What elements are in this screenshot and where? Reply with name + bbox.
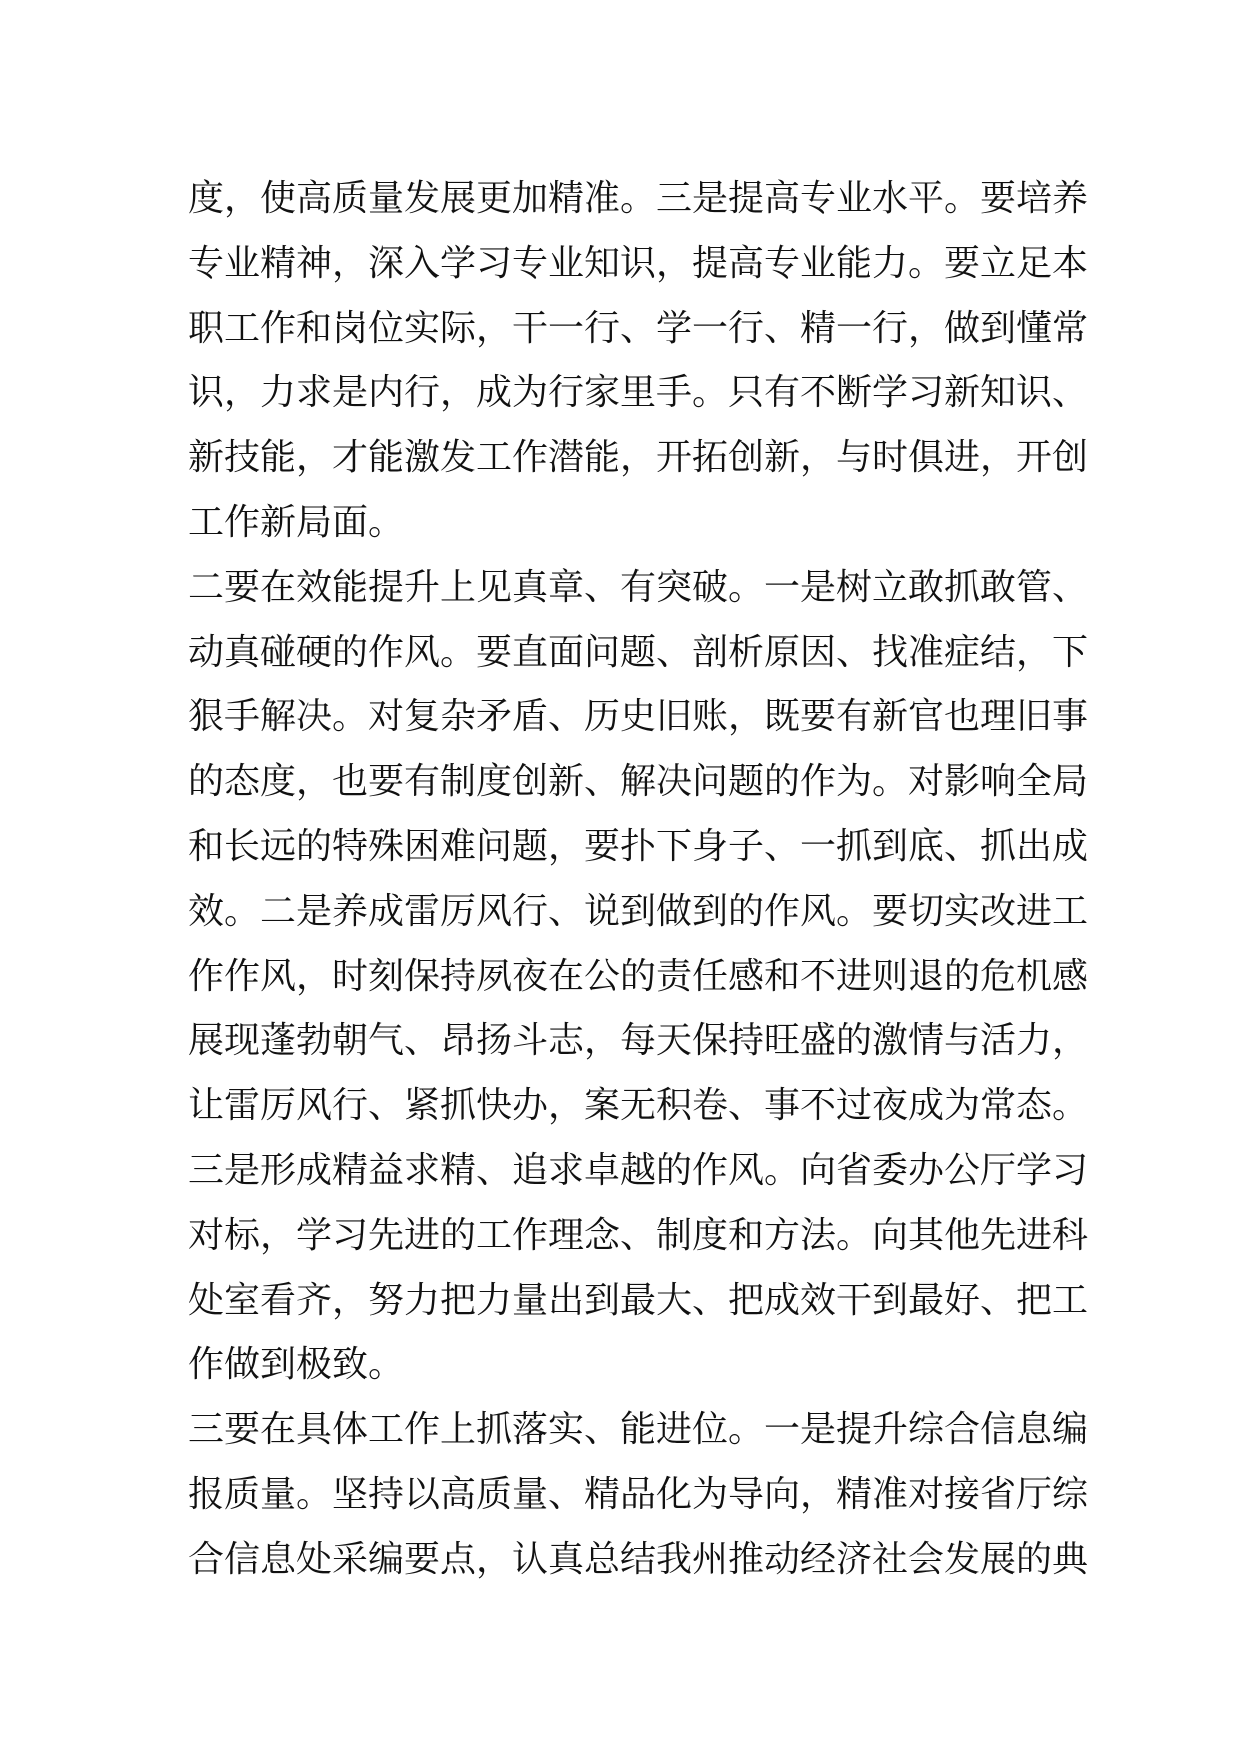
text-line: 三要在具体工作上抓落实、能进位。一是提升综合信息编	[188, 1409, 1089, 1451]
text-line: 二要在效能提升上见真章、有突破。一是树立敢抓敢管、	[188, 566, 1089, 608]
text-line: 的态度，也要有制度创新、解决问题的作为。对影响全局	[188, 761, 1089, 803]
text-line: 让雷厉风行、紧抓快办，案无积卷、事不过夜成为常态。	[188, 1085, 1089, 1127]
text-line: 狠手解决。对复杂矛盾、历史旧账，既要有新官也理旧事	[188, 696, 1089, 738]
text-line: 作做到极致。	[188, 1344, 405, 1386]
text-line: 合信息处采编要点，认真总结我州推动经济社会发展的典	[188, 1538, 1089, 1580]
text-line: 职工作和岗位实际，干一行、学一行、精一行，做到懂常	[188, 307, 1089, 349]
text-line: 效。二是养成雷厉风行、说到做到的作风。要切实改进工	[188, 890, 1089, 932]
text-line: 动真碰硬的作风。要直面问题、剖析原因、找准症结，下	[188, 631, 1089, 673]
text-line: 作作风，时刻保持夙夜在公的责任感和不进则退的危机感	[188, 955, 1089, 997]
text-line: 三是形成精益求精、追求卓越的作风。向省委办公厅学习	[188, 1149, 1089, 1191]
text-line: 工作新局面。	[188, 501, 405, 543]
text-line: 对标，学习先进的工作理念、制度和方法。向其他先进科	[188, 1214, 1089, 1256]
text-line: 识，力求是内行，成为行家里手。只有不断学习新知识、	[188, 372, 1089, 414]
text-line: 处室看齐，努力把力量出到最大、把成效干到最好、把工	[188, 1279, 1089, 1321]
text-line: 和长远的特殊困难问题，要扑下身子、一抓到底、抓出成	[188, 825, 1089, 867]
text-line: 新技能，才能激发工作潜能，开拓创新，与时俱进，开创	[188, 437, 1089, 479]
text-line: 报质量。坚持以高质量、精品化为导向，精准对接省厅综	[188, 1473, 1089, 1515]
text-line: 专业精神，深入学习专业知识，提高专业能力。要立足本	[188, 242, 1089, 284]
text-line: 度，使高质量发展更加精准。三是提高专业水平。要培养	[188, 178, 1089, 219]
body-text	[188, 167, 1089, 1593]
text-line: 展现蓬勃朝气、昂扬斗志，每天保持旺盛的激情与活力，	[188, 1020, 1089, 1062]
